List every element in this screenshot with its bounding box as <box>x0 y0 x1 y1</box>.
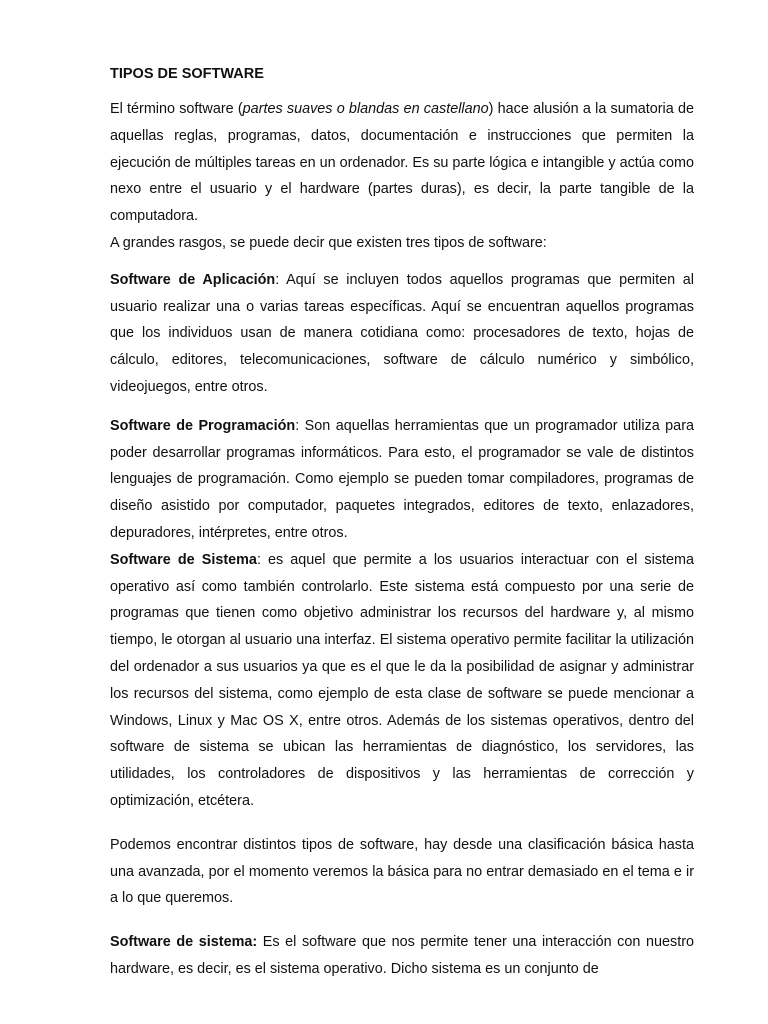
section-application-text: : Aquí se incluyen todos aquellos programas que permiten al usuario realizar una o varias tareas específicas. Aquí se encuentran aquellos programas que los individuos usan de manera cotidiana como: procesadores de texto, hojas de cálculo, editores, telecomunicaciones, software de cálculo numérico y simbólico, videojuegos, entre otros. <box>110 271 694 395</box>
section-application <box>110 267 694 401</box>
intro2-paragraph: A grandes rasgos, se puede decir que existen tres tipos de software: <box>110 234 547 251</box>
section-system-term: Software de Sistema <box>110 551 257 568</box>
section-programming <box>110 413 694 547</box>
intro-rest: ) hace alusión a la sumatoria de aquellas reglas, programas, datos, documentación e instrucciones que permiten la ejecución de múltiples tareas en un ordenador. Es su parte lógica e intangible y actúa como nexo entre el usuario y el hardware (partes duras), es decir, la parte tangible de la computadora. <box>110 101 694 225</box>
section-programming-term: Software de Programación <box>110 417 296 434</box>
system-section-text: Es el software que nos permite tener una interacción con nuestro hardware, es decir, es el sistema operativo. Dicho sistema es un conjunto de <box>110 934 694 977</box>
document-title: TIPOS DE SOFTWARE <box>110 66 264 82</box>
intro-lead: El término software ( <box>110 101 243 117</box>
intro-paragraph <box>110 96 694 230</box>
classification-paragraph: Podemos encontrar distintos tipos de software, hay desde una clasificación básica hasta una avanzada, por el momento veremos la básica para no entrar demasiado en el tema e ir a lo que queremos. <box>110 836 694 907</box>
system-section-term: Software de sistema: <box>110 934 258 951</box>
system-section-paragraph <box>110 929 694 983</box>
section-application-term: Software de Aplicación <box>110 271 276 288</box>
intro-italic: partes suaves o blandas en castellano <box>242 101 489 117</box>
section-system-text: : es aquel que permite a los usuarios interactuar con el sistema operativo así como también controlarlo. Este sistema está compuesto por una serie de programas que tienen como objetivo administrar los recursos del hardware y, al mismo tiempo, le otorgan al usuario una interfaz. El sistema operativo permite facilitar la utilización del ordenador a sus usuarios ya que es el que le da la posibilidad de asignar y administrar los recursos del sistema, como ejemplo de esta clase de software se puede mencionar a Windows, Linux y Mac OS X, entre otros. Además de los sistemas operativos, dentro del software de sistema se ubican las herramientas de diagnóstico, los servidores, las utilidades, los controladores de dispositivos y las herramientas de corrección y optimización, etcétera. <box>110 551 694 809</box>
section-programming-text: : Son aquellas herramientas que un programador utiliza para poder desarrollar programas informáticos. Para esto, el programador se vale de distintos lenguajes de programación. Como ejemplo se pueden tomar compiladores, programas de diseño asistido por computador, paquetes integrados, editores de texto, enlazadores, depuradores, intérpretes, entre otros. <box>110 417 694 541</box>
section-system <box>110 547 694 815</box>
